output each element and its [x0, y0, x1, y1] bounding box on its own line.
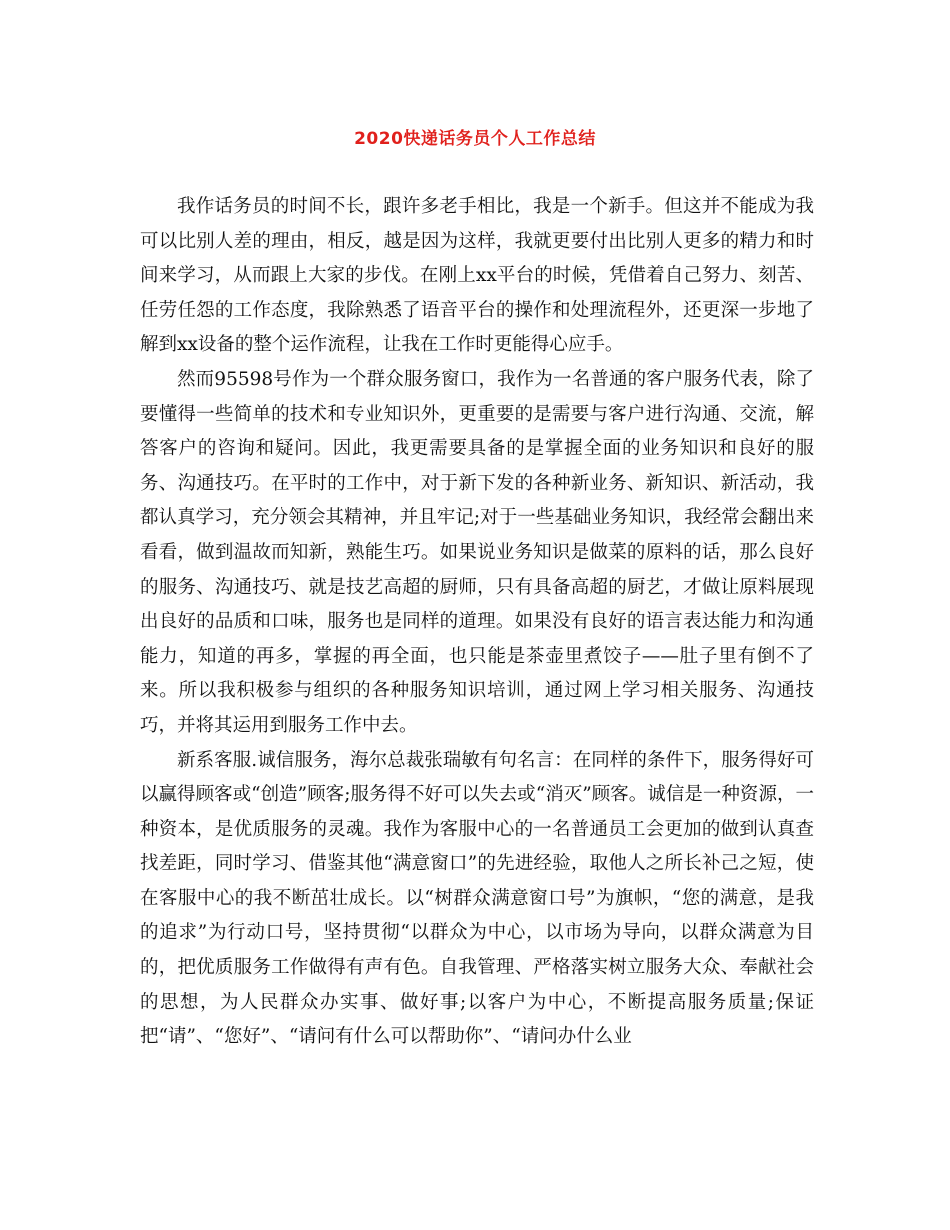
- paragraph: 然而95598号作为一个群众服务窗口，我作为一名普通的客户服务代表，除了要懂得一些简单的技术和专业知识外，更重要的是需要与客户进行沟通、交流，解答客户的咨询和疑问。因此，我更需要具备的是掌握全面的业务知识和良好的服务、沟通技巧。在平时的工作中，对于新下发的各种新业务、新知识、新活动，我都认真学习，充分领会其精神，并且牢记;对于一些基础业务知识，我经常会翻出来看看，做到温故而知新，熟能生巧。如果说业务知识是做菜的原料的话，那么良好的服务、沟通技巧、就是技艺高超的厨师，只有具备高超的厨艺，才做让原料展现出良好的品质和口味，服务也是同样的道理。如果没有良好的语言表达能力和沟通能力，知道的再多，掌握的再全面，也只能是茶壶里煮饺子——肚子里有倒不了来。所以我积极参与组织的各种服务知识培训，通过网上学习相关服务、沟通技巧，并将其运用到服务工作中去。: [140, 368, 814, 736]
- paragraph: 我作话务员的时间不长，跟许多老手相比，我是一个新手。但这并不能成为我可以比别人差的理由，相反，越是因为这样，我就更要付出比别人更多的精力和时间来学习，从而跟上大家的步伐。在刚上xx平台的时候，凭借着自己努力、刻苦、任劳任怨的工作态度，我除熟悉了语音平台的操作和处理流程外，还更深一步地了解到xx设备的整个运作流程，让我在工作时更能得心应手。: [140, 196, 814, 356]
- document-title: 2020快递话务员个人工作总结: [354, 129, 596, 149]
- paragraph: 新系客服.诚信服务，海尔总裁张瑞敏有句名言：在同样的条件下，服务得好可以赢得顾客或“创造”顾客;服务得不好可以失去或“消灭”顾客。诚信是一种资源，一种资本，是优质服务的灵魂。我作为客服中心的一名普通员工会更加的做到认真查找差距，同时学习、借鉴其他“满意窗口”的先进经验，取他人之所长补己之短，使在客服中心的我不断茁壮成长。以“树群众满意窗口号”为旗帜，“您的满意，是我的追求”为行动口号，坚持贯彻“以群众为中心，以市场为导向，以群众满意为目的，把优质服务工作做得有声有色。自我管理、严格落实树立服务大众、奉献社会的思想，为人民群众办实事、做好事;以客户为中心，不断提高服务质量;保证把“请”、“您好”、“请问有什么可以帮助你”、“请问办什么业: [140, 749, 814, 1048]
- document-body: [140, 190, 814, 1055]
